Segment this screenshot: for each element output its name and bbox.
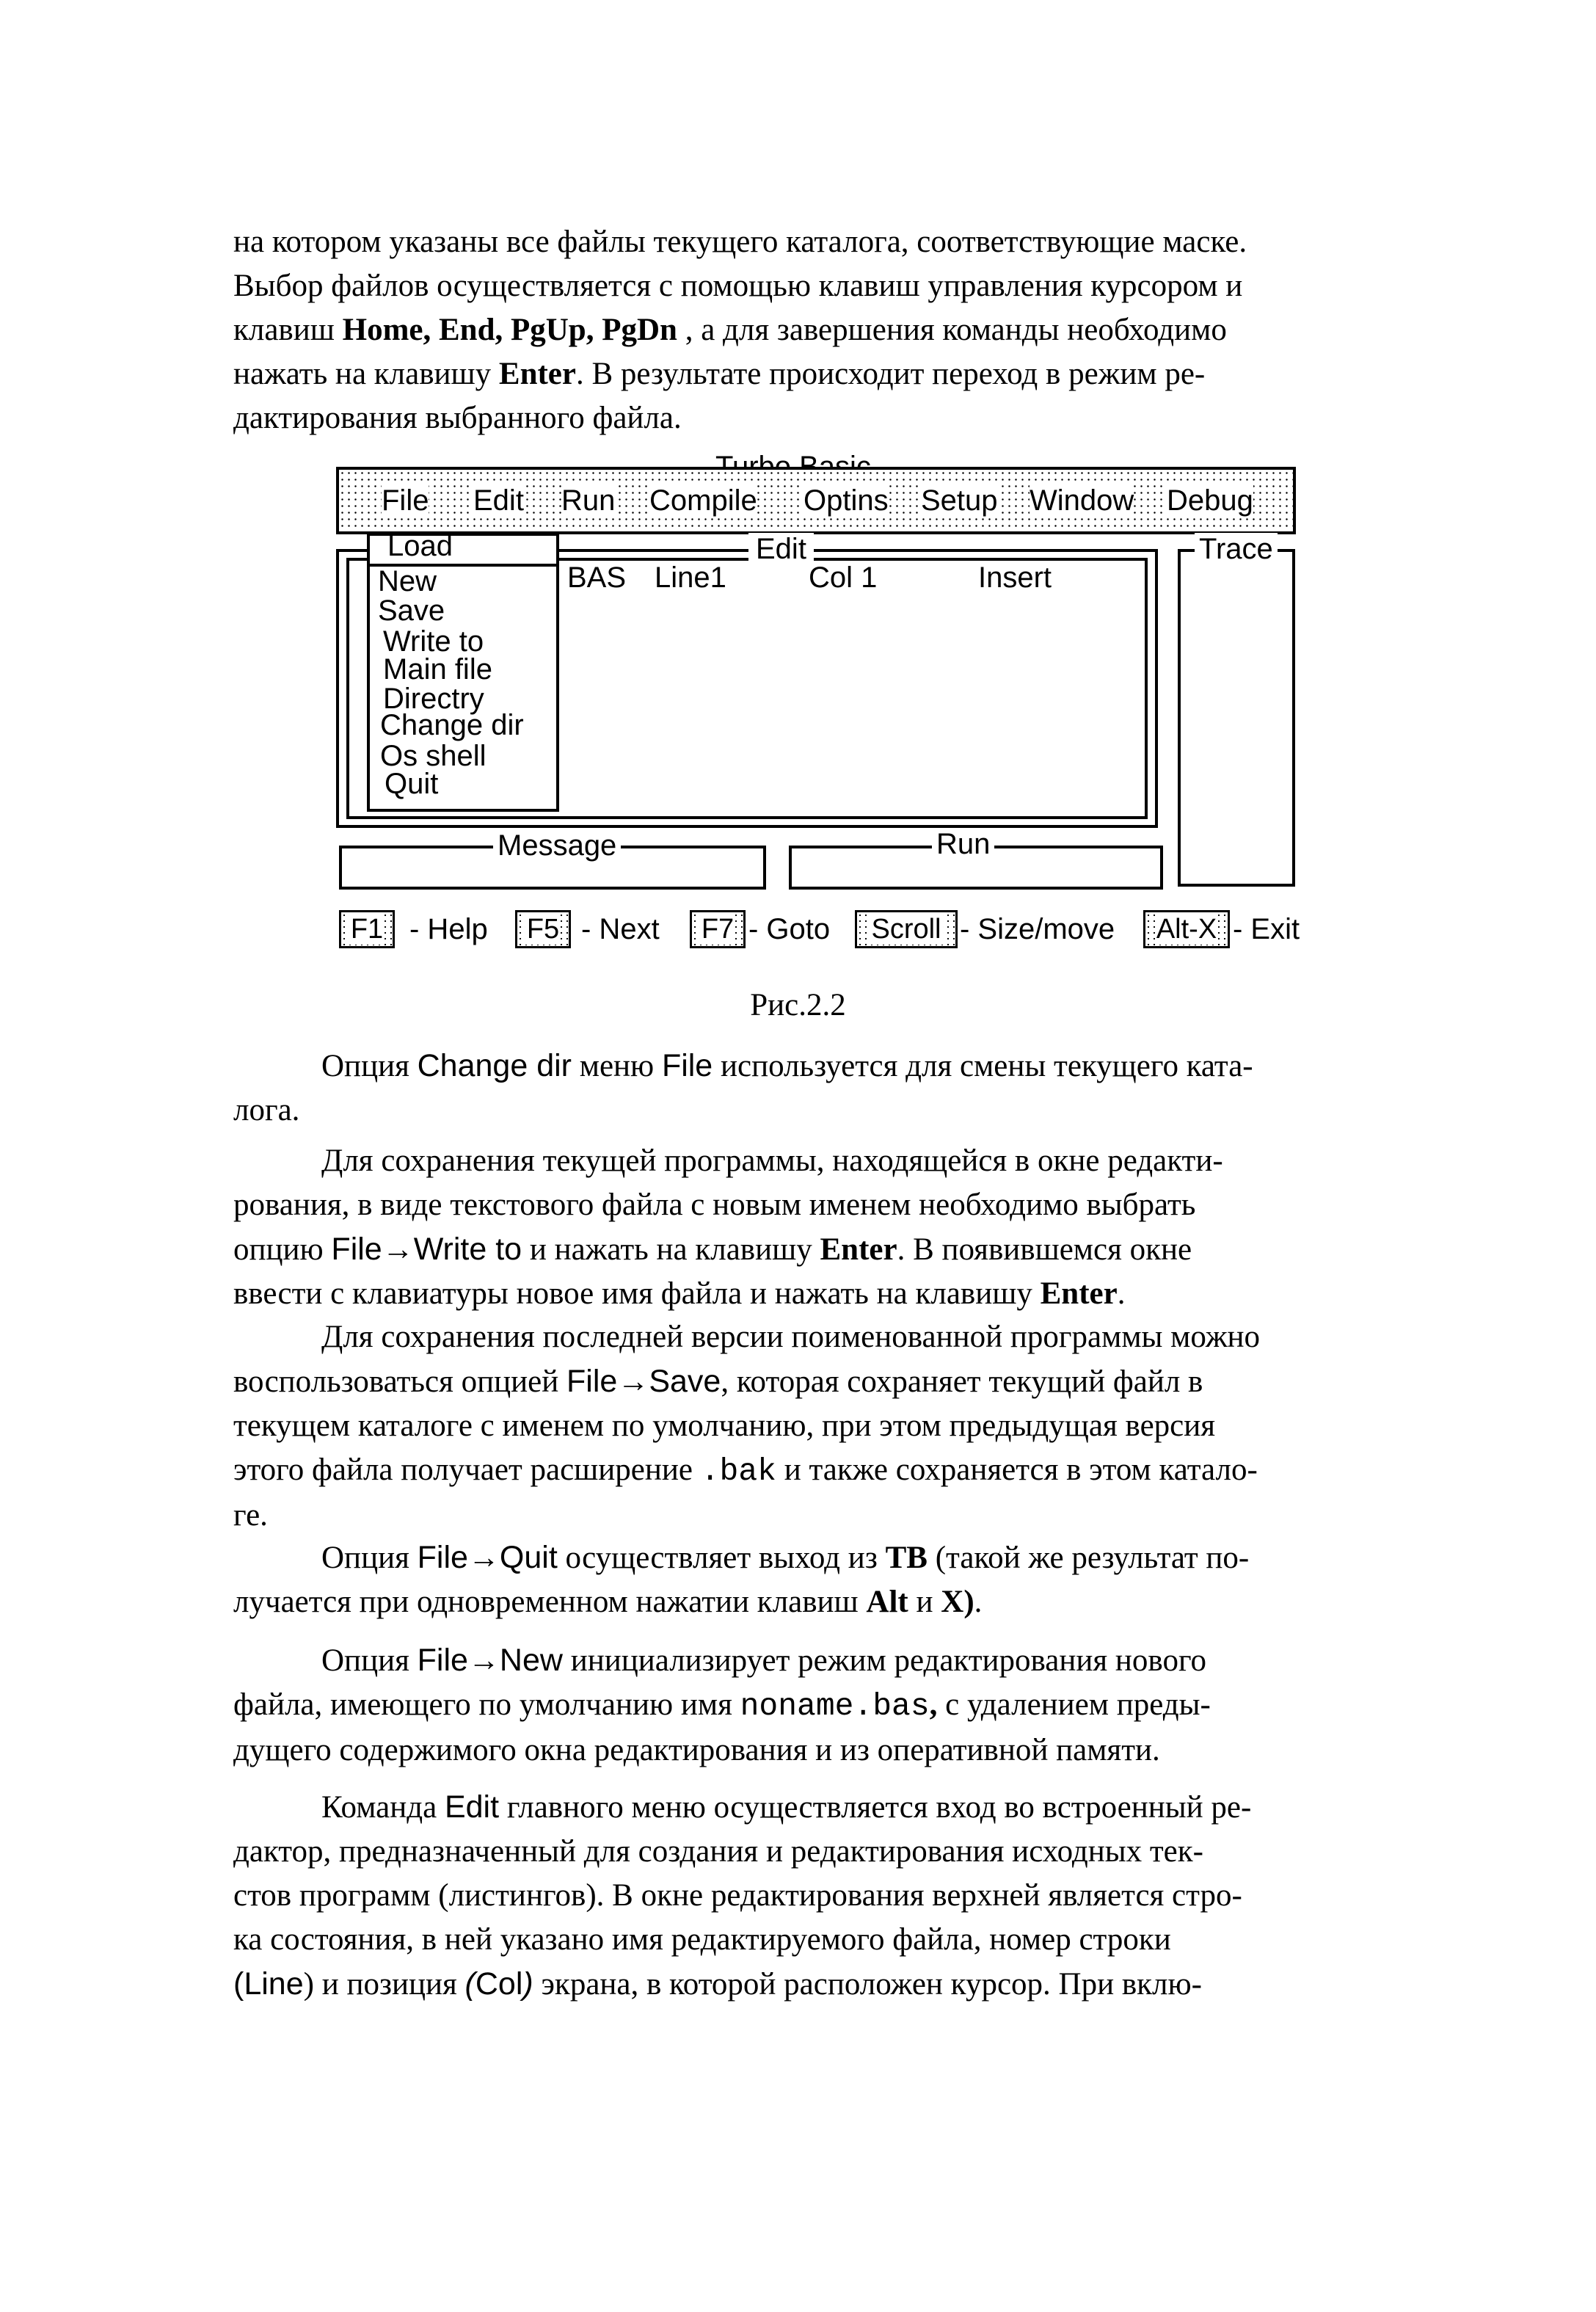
edit-status-line: Line1 <box>655 561 726 594</box>
text: Опция <box>321 1049 418 1083</box>
text: дактор, предназначенный для создания и редактирования исходных тек- <box>233 1834 1203 1869</box>
bak-extension: .bak <box>700 1453 776 1489</box>
f7-key-label: F7 <box>701 914 735 945</box>
text: и <box>908 1585 941 1619</box>
paragraph-save <box>233 1315 1451 1538</box>
text: воспользоваться опцией <box>233 1364 567 1399</box>
scroll-key-label: Scroll <box>871 914 941 945</box>
menu-edit[interactable]: Edit <box>473 484 524 517</box>
option-new: File→New <box>417 1643 563 1678</box>
paragraph-quit <box>233 1535 1451 1624</box>
menu-window[interactable]: Window <box>1030 484 1134 517</box>
text: . В появившемся окне <box>897 1232 1192 1267</box>
file-menu-load[interactable]: Load <box>387 530 453 562</box>
text: ге. <box>233 1498 268 1533</box>
file-menu-os-shell[interactable]: Os shell <box>380 740 487 772</box>
text: осуществляет выход из <box>557 1541 886 1575</box>
file-menu-quit[interactable]: Quit <box>385 768 439 800</box>
size-move-label: - Size/move <box>960 913 1115 945</box>
text: с удалением преды- <box>937 1687 1211 1722</box>
text: Опция <box>321 1643 418 1678</box>
alt-key-bold: Alt <box>866 1585 908 1619</box>
menu-optins[interactable]: Optins <box>804 484 889 517</box>
trace-window-title: Trace <box>1195 533 1278 565</box>
text: . <box>1117 1276 1126 1311</box>
text: Опция <box>321 1541 418 1575</box>
text: рования, в виде текстового файла с новым именем необходимо выбрать <box>233 1188 1196 1222</box>
text: дущего содержимого окна редактирования и из оперативной памяти. <box>233 1733 1160 1767</box>
option-write-to: File→Write to <box>331 1232 522 1267</box>
intro-line-1: на котором указаны все файлы текущего каталога, соответствующие маске. <box>233 225 1247 259</box>
tb-bold: TB <box>885 1541 928 1575</box>
enter-key-bold: Enter <box>1040 1276 1118 1311</box>
file-menu-directry[interactable]: Directry <box>383 683 484 715</box>
trace-window <box>1178 549 1295 887</box>
text: и нажать на клавишу <box>522 1232 820 1267</box>
text: экрана, в которой расположен курсор. При вклю- <box>533 1967 1202 2002</box>
f5-key-label: F5 <box>526 914 560 945</box>
col-word: Col <box>475 1966 523 2002</box>
menu-compile[interactable]: Compile <box>649 484 757 517</box>
text: ка состояния, в ней указано имя редактируемого файла, номер строки <box>233 1922 1171 1957</box>
goto-label: - Goto <box>748 913 831 945</box>
text: текущем каталоге с именем по умолчанию, при этом предыдущая версия <box>233 1408 1216 1443</box>
turbo-basic-figure <box>0 0 1596 969</box>
cursor-keys-bold: Home, End, PgUp, PgDn <box>342 313 677 347</box>
f1-key-label: F1 <box>350 914 384 945</box>
x-key-bold: X) <box>941 1585 974 1619</box>
text: опцию <box>233 1232 332 1267</box>
text: Для сохранения текущей программы, находящейся в окне редакти- <box>321 1144 1223 1178</box>
option-change-dir: Change dir <box>417 1048 572 1083</box>
text: ( <box>233 1966 244 2002</box>
exit-label: - Exit <box>1233 913 1300 945</box>
text: ( <box>464 1966 475 2002</box>
intro-line-2: Выбор файлов осуществляется с помощью клавиш управления курсором и <box>233 269 1243 303</box>
text: ) <box>522 1966 533 2002</box>
text: и также сохраняется в этом катало- <box>776 1453 1258 1487</box>
figure-caption: Рис.2.2 <box>750 988 846 1022</box>
menu-debug[interactable]: Debug <box>1167 484 1253 517</box>
f1-key[interactable] <box>339 910 395 948</box>
intro-line-3b: , а для завершения команды необходимо <box>677 313 1227 347</box>
text: , которая сохраняет текущий файл в <box>721 1364 1203 1399</box>
alt-x-key[interactable] <box>1143 910 1230 948</box>
alt-x-key-label: Alt-X <box>1156 914 1217 945</box>
intro-line-5: дактирования выбранного файла. <box>233 401 682 435</box>
edit-status-col: Col 1 <box>809 561 878 594</box>
file-menu-save[interactable]: Save <box>378 595 445 627</box>
scroll-key[interactable] <box>855 910 958 948</box>
intro-line-4b: . В результате происходит переход в режим ре- <box>575 357 1206 391</box>
intro-line-3a: клавиш <box>233 313 343 347</box>
file-menu-write-to[interactable]: Write to <box>383 625 484 658</box>
text: лога. <box>233 1093 300 1127</box>
edit-status-mode: Insert <box>978 561 1052 594</box>
option-quit: File→Quit <box>417 1540 558 1575</box>
command-edit: Edit <box>444 1789 500 1825</box>
run-window-title: Run <box>932 828 994 860</box>
text: Команда <box>321 1790 445 1825</box>
text: (такой же результат по- <box>927 1541 1250 1575</box>
next-label: - Next <box>581 913 660 945</box>
intro-line-4a: нажать на клавишу <box>233 357 499 391</box>
menu-run[interactable]: Run <box>561 484 616 517</box>
enter-key-bold: Enter <box>498 357 576 391</box>
text: . <box>974 1585 983 1619</box>
paragraph-write-to <box>233 1139 1451 1316</box>
file-menu-change-dir[interactable]: Change dir <box>380 709 524 741</box>
menu-file[interactable]: File <box>382 484 429 517</box>
text: Для сохранения последней версии поименованной программы можно <box>321 1320 1261 1354</box>
paragraph-new <box>233 1638 1451 1773</box>
text: инициализирует режим редактирования нового <box>562 1643 1207 1678</box>
help-label: - Help <box>409 913 488 945</box>
edit-window-title: Edit <box>748 533 814 565</box>
text: лучается при одновременном нажатии клавиш <box>233 1585 867 1619</box>
menu-setup[interactable]: Setup <box>921 484 998 517</box>
enter-key-bold: Enter <box>820 1232 897 1267</box>
message-window-title: Message <box>493 829 621 862</box>
edit-status-file: BAS <box>567 561 627 594</box>
f5-key[interactable] <box>515 910 571 948</box>
paragraph-edit <box>233 1785 1451 2007</box>
text: меню <box>572 1049 662 1083</box>
text: файла, имеющего по умолчанию имя <box>233 1687 740 1722</box>
text: этого файла получает расширение <box>233 1453 701 1487</box>
default-filename: noname.bas <box>740 1688 930 1724</box>
text: , <box>929 1687 938 1722</box>
file-menu-new[interactable]: New <box>378 565 437 597</box>
text: главного меню осуществляется вход во встроенный ре- <box>499 1790 1252 1825</box>
f7-key[interactable] <box>690 910 746 948</box>
text: ) и позиция <box>303 1967 465 2002</box>
text: ввести с клавиатуры новое имя файла и нажать на клавишу <box>233 1276 1041 1311</box>
line-word: Line <box>244 1966 304 2002</box>
text: стов программ (листингов). В окне редактирования верхней является стро- <box>233 1878 1242 1913</box>
paragraph-change-dir <box>233 1044 1451 1133</box>
menu-file-ref: File <box>661 1048 713 1083</box>
text: используется для смены текущего ката- <box>713 1049 1253 1083</box>
file-menu-main-file[interactable]: Main file <box>383 653 492 686</box>
option-save: File→Save <box>566 1364 721 1399</box>
